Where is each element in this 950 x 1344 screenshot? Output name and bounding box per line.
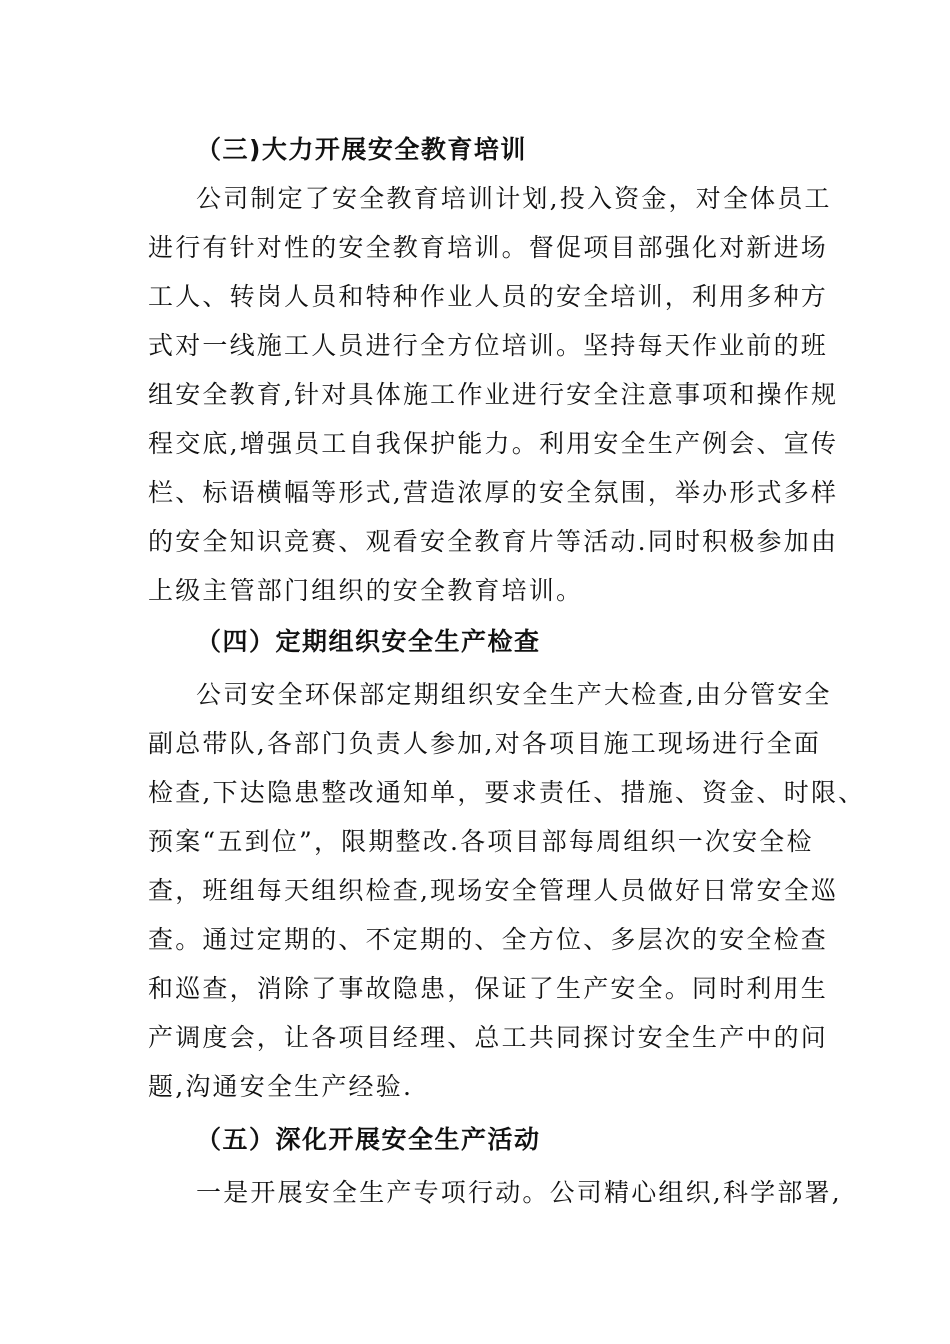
paragraph-line: 查。通过定期的、不定期的、全方位、多层次的安全检查 xyxy=(148,925,829,954)
section-heading-4: （四）定期组织安全生产检查 xyxy=(196,627,541,656)
paragraph-line: 公司制定了安全教育培训计划,投入资金，对全体员工 xyxy=(196,184,832,213)
paragraph-line: 上级主管部门组织的安全教育培训。 xyxy=(148,576,584,605)
paragraph-line: 预案“五到位”，限期整改.各项目部每周组织一次安全检 xyxy=(148,827,814,856)
paragraph-line: 题,沟通安全生产经验. xyxy=(148,1072,414,1101)
section-heading-5: （五）深化开展安全生产活动 xyxy=(196,1125,541,1154)
paragraph-line: 的安全知识竞赛、观看安全教育片等活动.同时积极参加由 xyxy=(148,527,839,556)
paragraph-line: 式对一线施工人员进行全方位培训。坚持每天作业前的班 xyxy=(148,331,829,360)
paragraph-line: 工人、转岗人员和特种作业人员的安全培训，利用多种方 xyxy=(148,282,829,311)
paragraph-line: 检查,下达隐患整改通知单，要求责任、措施、资金、时限、 xyxy=(148,778,866,807)
paragraph-line: 程交底,增强员工自我保护能力。利用安全生产例会、宣传 xyxy=(148,429,839,458)
paragraph-line: 产调度会，让各项目经理、总工共同探讨安全生产中的问 xyxy=(148,1023,829,1052)
paragraph-line: 进行有针对性的安全教育培训。督促项目部强化对新进场 xyxy=(148,233,829,262)
paragraph-line: 副总带队,各部门负责人参加,对各项目施工现场进行全面 xyxy=(148,729,822,758)
paragraph-line: 栏、标语横幅等形式,营造浓厚的安全氛围，举办形式多样 xyxy=(148,478,839,507)
paragraph-line: 一是开展安全生产专项行动。公司精心组织,科学部署, xyxy=(196,1178,842,1207)
paragraph-line: 和巡查，消除了事故隐患，保证了生产安全。同时利用生 xyxy=(148,974,829,1003)
paragraph-line: 组安全教育,针对具体施工作业进行安全注意事项和操作规 xyxy=(148,380,839,409)
section-heading-3: （三)大力开展安全教育培训 xyxy=(196,135,527,164)
paragraph-line: 公司安全环保部定期组织安全生产大检查,由分管安全 xyxy=(196,680,832,709)
paragraph-line: 查，班组每天组织检查,现场安全管理人员做好日常安全巡 xyxy=(148,876,839,905)
